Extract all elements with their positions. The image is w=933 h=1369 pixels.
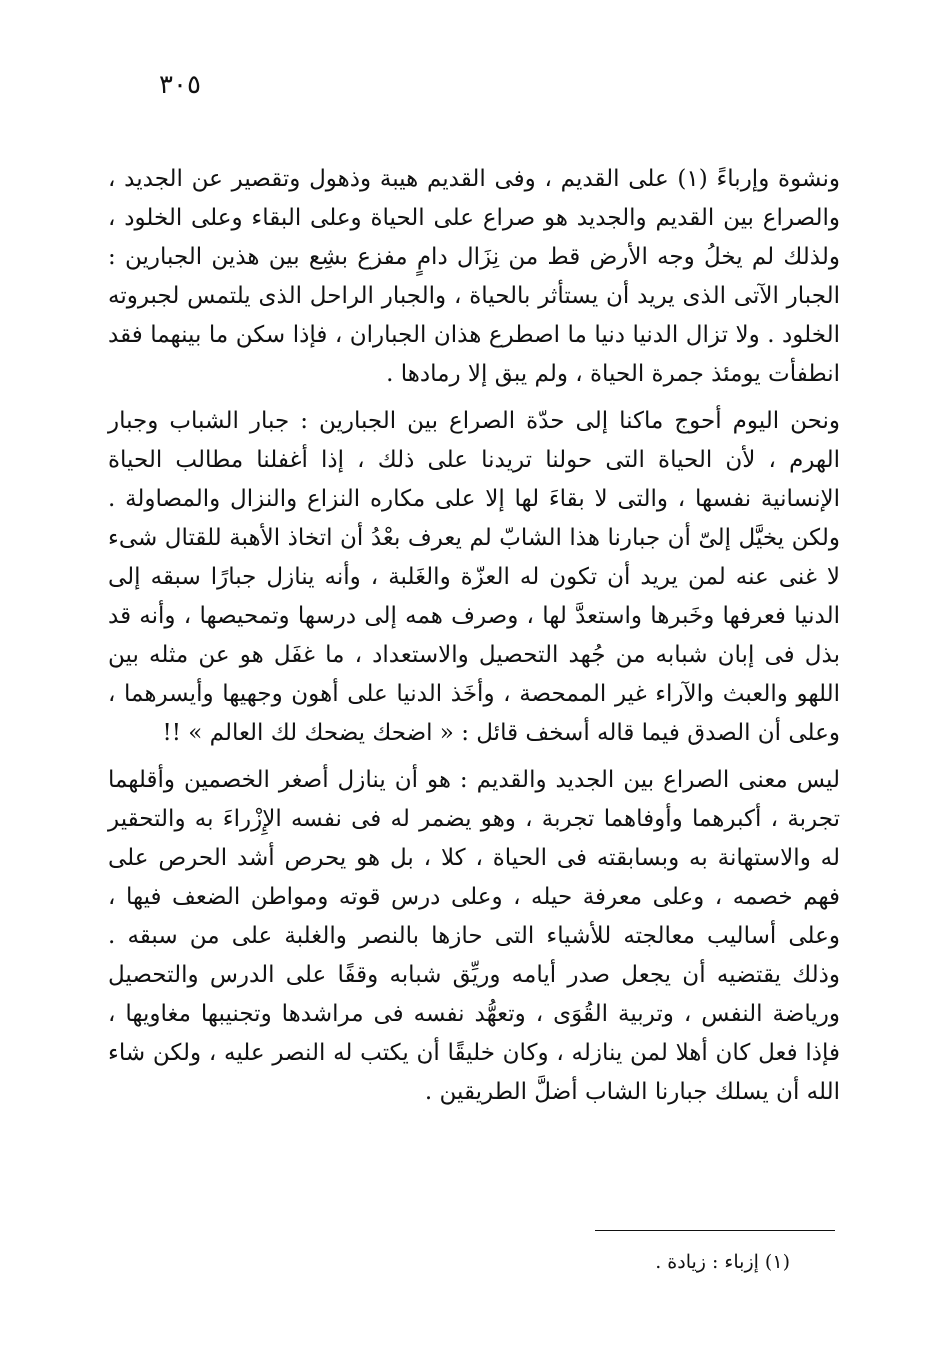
footnote: (١) إزباء : زيادة . <box>655 1251 790 1273</box>
footnote-divider <box>595 1230 835 1231</box>
paragraph-1: ونشوة وإرباءً (١) على القديم ، وفى القديم هيبة وذهول وتقصير عن الجديد ، والصراع بين القديم والجديد هو صراع على الحياة وعلى البقاء وعلى الخلود ، ولذلك لم يخلُ وجه الأرض قط من نِزَال دامٍ مفزع بشِع بين هذين الجبارين : الجبار الآتى الذى يريد أن يستأثر بالحياة ، والجبار الراحل الذى يلتمس لجبروته الخلود . ولا تزال الدنيا دنيا ما اصطرع هذان الجباران ، فإذا سكن ما بينهما فقد انطفأت يومئذ جمرة الحياة ، ولم يبق إلا رمادها . <box>108 166 840 387</box>
body-text <box>108 160 840 1112</box>
page-number: ٣٠٥ <box>159 70 201 100</box>
paragraph-2: ونحن اليوم أحوج ماكنا إلى حدّة الصراع بين الجبارين : جبار الشباب وجبار الهرم ، لأن الحياة التى حولنا تريدنا على ذلك ، إذا أغفلنا مطالب الحياة الإنسانية نفسها ، والتى لا بقاءَ لها إلا على مكاره النزاع والنزال والمصاولة . ولكن يخيَّل إلىّ أن جبارنا هذا الشابّ لم يعرف بعْدُ أن اتخاذ الأهبة للقتال شىء لا غنى عنه لمن يريد أن تكون له العزّة والغَلبة ، وأنه ينازل جبارًا سبقه إلى الدنيا فعرفها وخَبرها واستعدَّ لها ، وصرف همه إلى درسها وتمحيصها ، وأنه قد بذل فى إبان شبابه من جُهد التحصيل والاستعداد ، ما غفَل هو عن مثله بين اللهو والعبث والآراء غير الممحصة ، وأخَذ الدنيا على أهون وجهيها وأيسرهما ، وعلى أن الصدق فيما قاله أسخف قائل : « اضحك يضحك لك العالم » !! <box>108 408 840 746</box>
paragraph-3: ليس معنى الصراع بين الجديد والقديم : هو أن ينازل أصغر الخصمين وأقلهما تجربة ، أكبرهما وأوفاهما تجربة ، وهو يضمر له فى نفسه الإِزْراءَ به والتحقير له والاستهانة به وبسابقته فى الحياة ، كلا ، بل هو يحرص أشد الحرص على فهم خصمه ، وعلى معرفة حيله ، وعلى درس قوته ومواطن الضعف فيها ، وعلى أساليب معالجته للأشياء التى حازها بالنصر والغلبة على من سبقه . وذلك يقتضيه أن يجعل صدر أيامه وريِّق شبابه وقفًا على الدرس والتحصيل ورياضة النفس ، وتربية القُوَى ، وتعهُّد نفسه فى مراشدها وتجنيبها مغاويها ، فإذا فعل كان أهلا لمن ينازله ، وكان خليقًا أن يكتب له النصر عليه ، ولكن شاء الله أن يسلك جبارنا الشاب أضلَّ الطريقين . <box>108 767 840 1105</box>
